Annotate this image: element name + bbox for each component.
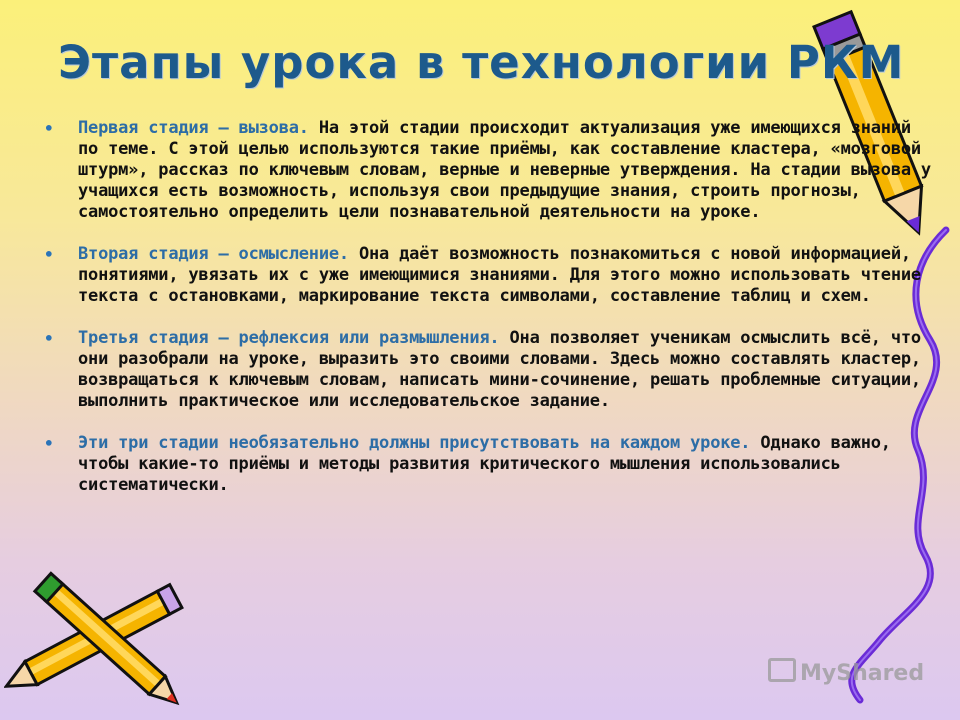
list-item-stage-3: [44, 328, 940, 412]
crossed-pencils-icon: [4, 560, 204, 720]
item-lead: Эти три стадии необязательно должны присутствовать на каждом уроке.: [78, 433, 751, 453]
item-text: Однако важно, чтобы какие-то приёмы и методы развития критического мышления использовались систематически.: [78, 433, 891, 495]
bullet-icon: •: [44, 434, 54, 453]
list-item-stage-1: [44, 118, 940, 223]
page-title: Этапы урока в технологии РКМ: [58, 36, 905, 89]
item-lead: Вторая стадия – осмысление.: [78, 244, 349, 264]
watermark-icon: [768, 658, 796, 682]
list-item-note: [44, 433, 940, 496]
item-lead: Третья стадия – рефлексия или размышления.: [78, 328, 500, 348]
item-text: Она даёт возможность познакомиться с новой информацией, понятиями, увязать их с уже имеющимися знаниями. Для этого можно использовать чтение текста с остановками, маркирование текста символами, составление таблиц и схем.: [78, 244, 921, 306]
bullet-icon: •: [44, 245, 54, 264]
watermark-logo: [768, 658, 924, 686]
item-lead: Первая стадия – вызова.: [78, 118, 309, 138]
item-text: На этой стадии происходит актуализация уже имеющихся знаний по теме. С этой целью используются такие приёмы, как составление кластера, «мозговой штурм», рассказ по ключевым словам, верные и неверные утверждения. На стадии вызова у учащихся есть возможность, используя свои предыдущие знания, строить прогнозы, самостоятельно определить цели познавательной деятельности на уроке.: [78, 118, 931, 222]
bullet-icon: •: [44, 329, 54, 348]
item-text: Она позволяет ученикам осмыслить всё, что они разобрали на уроке, выразить это своими словами. Здесь можно составлять кластер, возвращаться к ключевым словам, написать мини-сочинение, решать проблемные ситуации, выполнить практическое или исследовательское задание.: [78, 328, 921, 411]
content-list: [44, 118, 940, 517]
list-item-stage-2: [44, 244, 940, 307]
watermark-text: MyShared: [800, 661, 925, 686]
bullet-icon: •: [44, 119, 54, 138]
